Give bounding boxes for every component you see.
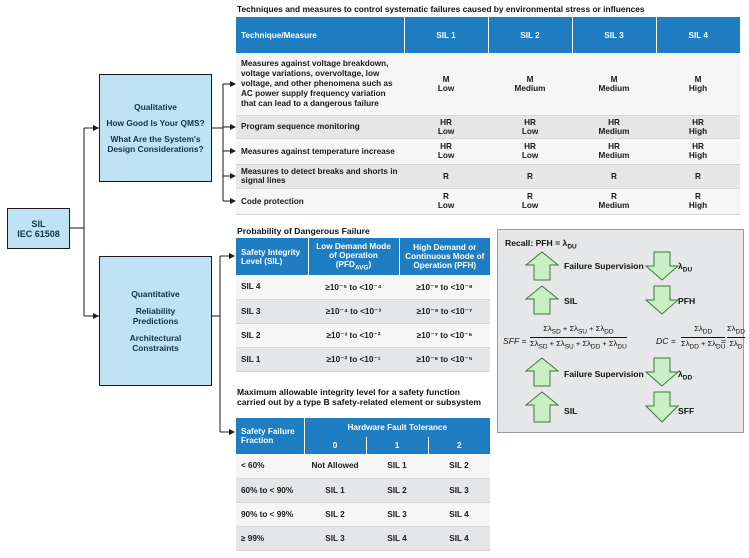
- table-cell: SIL 4: [366, 526, 428, 550]
- table-cell: HR Low: [488, 115, 572, 138]
- table-cell: R Low: [488, 188, 572, 214]
- dc-formula-fraction-1: $\Sigma\lambda_{DD}$ $\Sigma\lambda_{DD} + \Sigma\lambda_{DU}$: [681, 324, 726, 351]
- table-cell: ≥10⁻⁹ to <10⁻⁸: [399, 275, 490, 299]
- table-cell: R: [656, 164, 740, 188]
- table-cell: 90% to < 99%: [236, 502, 304, 526]
- table-row: [236, 115, 740, 138]
- dc-formula-lhs: DC =: [656, 336, 676, 346]
- table-cell: HR Low: [488, 138, 572, 164]
- col-sil1: SIL 1: [404, 17, 488, 53]
- table-cell: HR Low: [404, 115, 488, 138]
- technique-label: Code protection: [236, 188, 404, 214]
- technique-label: Measures against voltage breakdown, voltage variations, overvoltage, low voltage, and other phenomena such as AC power supply frequency variation that can lead to a dangerous failure: [236, 53, 404, 115]
- table-cell: SIL 4: [428, 526, 490, 550]
- col-sil4: SIL 4: [656, 17, 740, 53]
- table-row: [236, 347, 490, 371]
- up-arrow-icon: [526, 358, 558, 386]
- table-cell: R: [404, 164, 488, 188]
- col-hft-2: 2: [428, 437, 490, 454]
- table-cell: 60% to < 90%: [236, 478, 304, 502]
- sff-label: SFF: [678, 406, 695, 416]
- sil-label-1: SIL: [564, 296, 578, 306]
- table-row: [236, 502, 490, 526]
- table-cell: ≥10⁻⁷ to <10⁻⁶: [399, 323, 490, 347]
- technique-label: Measures against temperature increase: [236, 138, 404, 164]
- table-cell: SIL 1: [366, 454, 428, 478]
- table-cell: HR High: [656, 115, 740, 138]
- table-row: [236, 53, 740, 115]
- table-cell: HR Medium: [572, 138, 656, 164]
- table-row: [236, 454, 490, 478]
- table-cell: SIL 4: [236, 275, 308, 299]
- techniques-heading: Techniques and measures to control systematic failures caused by environmental stress or influences: [237, 4, 645, 14]
- table-cell: < 60%: [236, 454, 304, 478]
- table-cell: ≥10⁻⁴ to <10⁻³: [308, 299, 399, 323]
- recall-panel: [497, 229, 744, 433]
- table-cell: ≥10⁻⁸ to <10⁻⁷: [399, 299, 490, 323]
- table-cell: SIL 2: [304, 502, 366, 526]
- table-cell: Not Allowed: [304, 454, 366, 478]
- table-cell: R Low: [404, 188, 488, 214]
- lambda-du-label: $\lambda_{DU}$: [678, 261, 693, 274]
- table-cell: SIL 3: [428, 478, 490, 502]
- sff-formula-lhs: SFF =: [503, 336, 527, 346]
- table-row: [236, 138, 740, 164]
- table-cell: M Medium: [572, 53, 656, 115]
- up-arrow-icon: [526, 286, 558, 314]
- table-cell: SIL 2: [366, 478, 428, 502]
- table-row: [236, 275, 490, 299]
- table-cell: R High: [656, 188, 740, 214]
- table-cell: HR Low: [404, 138, 488, 164]
- col-hft: Hardware Fault Tolerance: [304, 418, 490, 437]
- table-cell: ≥10⁻⁵ to <10⁻⁴: [308, 275, 399, 299]
- sil-label-2: SIL: [564, 406, 578, 416]
- table-cell: M Medium: [488, 53, 572, 115]
- root-line2: IEC 61508: [17, 228, 60, 239]
- sff-header-row: [236, 418, 490, 437]
- table-row: [236, 526, 490, 550]
- failure-supervision-2: Failure Supervision: [564, 369, 644, 379]
- col-low-demand: Low Demand Mode of Operation $(PFD_{AVG})$: [308, 238, 399, 275]
- failure-supervision-1: Failure Supervision: [564, 261, 644, 271]
- table-cell: SIL 3: [304, 526, 366, 550]
- table-cell: SIL 1: [304, 478, 366, 502]
- qualitative-title: Qualitative: [134, 102, 177, 112]
- table-cell: SIL 2: [236, 323, 308, 347]
- table-cell: SIL 2: [428, 454, 490, 478]
- table-cell: SIL 4: [428, 502, 490, 526]
- down-arrow-icon: [646, 392, 678, 422]
- table-cell: ≥ 99%: [236, 526, 304, 550]
- quantitative-item1: Reliability Predictions: [132, 306, 179, 326]
- col-technique: Technique/Measure: [236, 17, 404, 53]
- down-arrow-icon: [646, 286, 678, 314]
- table-row: [236, 188, 740, 214]
- root-line1: SIL: [31, 218, 46, 229]
- down-arrow-icon: [646, 252, 678, 280]
- table-cell: ≥10⁻² to <10⁻¹: [308, 347, 399, 371]
- qualitative-box: [99, 74, 212, 182]
- recall-label: Recall: PFH = $\lambda_{DU}$: [505, 238, 577, 251]
- table-cell: SIL 3: [366, 502, 428, 526]
- sff-formula-fraction: $\Sigma\lambda_{SD} + \Sigma\lambda_{SU} + \Sigma\lambda_{DD}$ $\Sigma\lambda_{SD} + \Sigma\lambda_{SU} + \Sigma\lambda_{DD} + \Sigma\lambda_{DU}$: [530, 324, 627, 351]
- up-arrow-icon: [526, 252, 558, 280]
- table-cell: R: [572, 164, 656, 188]
- table-cell: R: [488, 164, 572, 188]
- col-hft-1: 1: [366, 437, 428, 454]
- dc-formula-fraction-2: $\Sigma\lambda_{DD}$ $\Sigma\lambda_D$: [727, 324, 745, 351]
- technique-label: Measures to detect breaks and shorts in signal lines: [236, 164, 404, 188]
- table-cell: ≥10⁻⁶ to <10⁻⁵: [399, 347, 490, 371]
- up-arrow-icon: [526, 392, 558, 422]
- table-cell: ≥10⁻³ to <10⁻²: [308, 323, 399, 347]
- dc-equals: =: [721, 336, 727, 346]
- techniques-header-row: [236, 17, 740, 53]
- table-cell: SIL 3: [236, 299, 308, 323]
- table-row: [236, 164, 740, 188]
- qualitative-q2: What Are the System's Design Considerations?: [107, 134, 204, 154]
- sil-iec-61508-box: [7, 208, 70, 249]
- pfd-table: [236, 238, 490, 372]
- sff-table: [236, 418, 490, 551]
- quantitative-box: [99, 256, 212, 386]
- col-hft-0: 0: [304, 437, 366, 454]
- lambda-dd-label: $\lambda_{DD}$: [678, 369, 693, 382]
- table-row: [236, 299, 490, 323]
- down-arrow-icon: [646, 358, 678, 386]
- pfd-heading: Probability of Dangerous Failure: [237, 226, 370, 236]
- technique-label: Program sequence monitoring: [236, 115, 404, 138]
- quantitative-item2: Architectural Constraints: [129, 333, 182, 353]
- table-cell: SIL 1: [236, 347, 308, 371]
- table-cell: HR Medium: [572, 115, 656, 138]
- table-cell: M High: [656, 53, 740, 115]
- techniques-table: [236, 17, 740, 215]
- col-sff: Safety Failure Fraction: [236, 418, 304, 454]
- table-row: [236, 478, 490, 502]
- pfh-label: PFH: [678, 296, 696, 306]
- table-cell: M Low: [404, 53, 488, 115]
- pfd-header-row: [236, 238, 490, 275]
- col-sil2: SIL 2: [488, 17, 572, 53]
- table-row: [236, 323, 490, 347]
- col-sil3: SIL 3: [572, 17, 656, 53]
- table-cell: HR High: [656, 138, 740, 164]
- col-sil-level: Safety Integrity Level (SIL): [236, 238, 308, 275]
- col-high-demand: High Demand or Continuous Mode of Operation (PFH): [399, 238, 490, 275]
- qualitative-q1: How Good Is Your QMS?: [106, 118, 205, 128]
- quantitative-title: Quantitative: [131, 289, 180, 299]
- table-cell: R Medium: [572, 188, 656, 214]
- sff-heading: Maximum allowable integrity level for a safety function carried out by a type B safety-related element or subsystem: [237, 387, 482, 407]
